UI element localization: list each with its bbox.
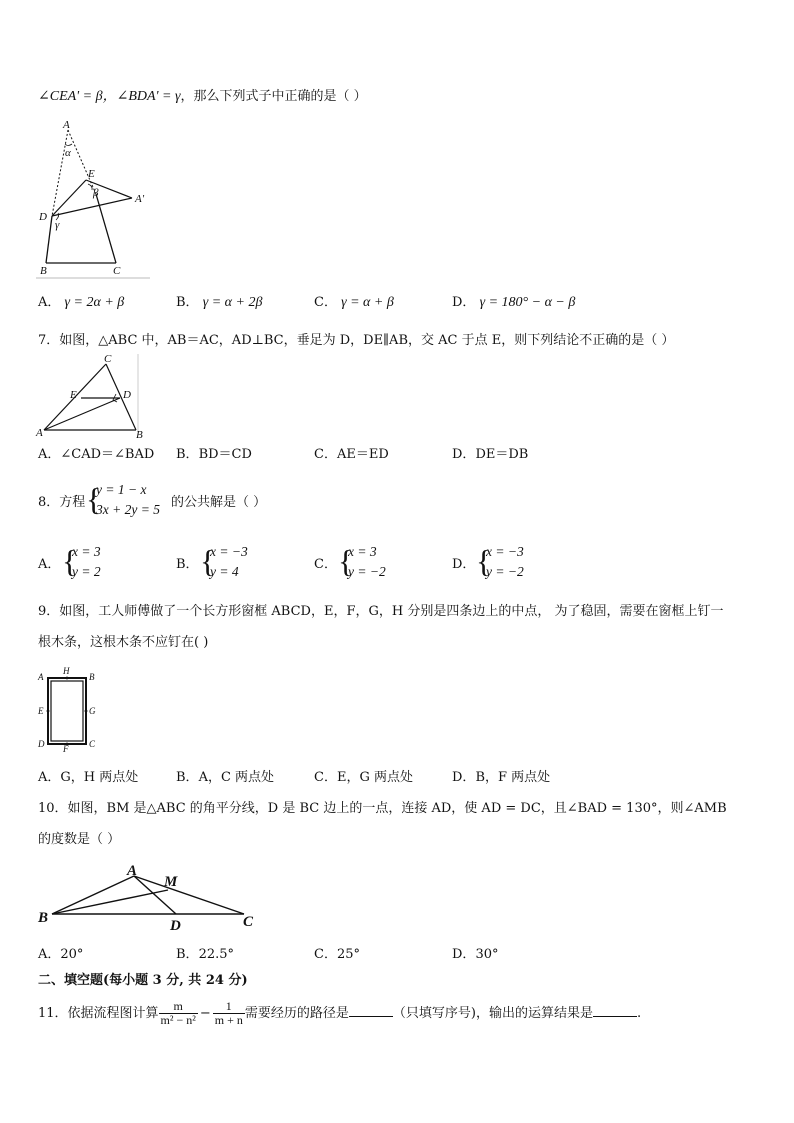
q10-option-c[interactable]	[314, 946, 360, 964]
q11-frac1-num: m	[173, 999, 183, 1013]
q7-option-d-label: D．	[452, 447, 476, 462]
q9-option-a[interactable]	[38, 769, 138, 787]
q6-stem-text: ，那么下列式子中正确的是（ ）	[180, 89, 367, 104]
q6-label-E: E	[88, 168, 95, 180]
q10-option-d[interactable]	[452, 946, 498, 964]
q6-label-B: B	[40, 265, 47, 277]
q9-option-d-expr: B，F 两点处	[475, 770, 551, 785]
q8-system-brace: {	[86, 481, 102, 517]
q9-option-c[interactable]	[314, 769, 413, 787]
q11-fraction-1	[159, 1000, 198, 1027]
q9-option-c-label: C．	[314, 770, 337, 785]
q7-label-B: B	[136, 429, 143, 441]
q8-option-b[interactable]	[200, 542, 260, 586]
section-title-fill-in: 二、填空题(每小题 3 分, 共 24 分)	[38, 973, 248, 988]
q6-label-C: C	[113, 265, 121, 277]
q9-option-d-label: D．	[452, 770, 476, 785]
q6-label-A: A	[63, 119, 70, 131]
q7-option-b-expr: BD＝CD	[198, 447, 252, 462]
q8-stem-suffix: 的公共解是（ ）	[171, 495, 267, 510]
q6-option-c-expr: γ = α + β	[341, 295, 394, 310]
q8-option-a-row1: x = 3	[72, 544, 101, 559]
q9-stem-line1: 9．如图，工人师傅做了一个长方形窗框 ABCD，E，F，G，H 分别是四条边上的中点， 为了稳固，需要在窗框上钉一	[38, 604, 724, 619]
q10-label-C: C	[243, 914, 254, 930]
q6-option-c[interactable]	[314, 294, 394, 312]
q10-option-c-label: C．	[314, 947, 337, 962]
q11-middle2: （只填写序号)，输出的运算结果是	[392, 1006, 593, 1021]
q6-option-c-label: C．	[314, 295, 337, 310]
q10-option-c-expr: 25°	[336, 947, 360, 962]
q9-option-d[interactable]	[452, 769, 550, 787]
q8-option-d-row2: y = −2	[486, 564, 524, 579]
q9-label-H: H	[63, 666, 70, 676]
q10-stem-line1: 10．如图，BM 是△ABC 的角平分线，D 是 BC 边上的一点，连接 AD，使 AD = DC，且∠BAD = 130°，则∠AMB	[38, 801, 727, 816]
q7-label-D: D	[123, 389, 131, 401]
q7-option-a-label: A．	[38, 447, 61, 462]
q8-option-c-label[interactable]: C．	[314, 557, 337, 572]
q9-label-F: F	[63, 744, 69, 754]
q6-stem-math: ∠CEA' = β，∠BDA' = γ	[38, 89, 181, 104]
q6-option-a[interactable]	[38, 294, 124, 312]
q8-option-a-label[interactable]: A．	[38, 557, 61, 572]
q10-label-D: D	[170, 918, 181, 934]
q6-stem-tail	[38, 88, 367, 106]
q11-frac2-num: 1	[225, 999, 232, 1013]
q10-option-d-label: D．	[452, 947, 476, 962]
q6-option-d-label: D．	[452, 295, 476, 310]
q10-option-b-expr: 22.5°	[198, 947, 235, 962]
q7-label-A: A	[36, 427, 43, 439]
q8-option-b-brace: {	[200, 543, 216, 579]
q7-option-b[interactable]	[176, 446, 252, 464]
q6-label-beta: β	[93, 187, 99, 199]
q7-option-c-label: C．	[314, 447, 337, 462]
q7-option-d-expr: DE＝DB	[475, 447, 529, 462]
q6-label-D: D	[39, 211, 47, 223]
q8-system-row2: 3x + 2y = 5	[96, 502, 160, 517]
q6-label-alpha: α	[65, 147, 71, 159]
q6-option-d[interactable]	[452, 294, 575, 312]
q11-prefix: 11．依据流程图计算	[38, 1006, 159, 1021]
q6-option-a-expr: γ = 2α + β	[64, 295, 125, 310]
q8-option-d-brace: {	[476, 543, 492, 579]
q7-option-a-expr: ∠CAD＝∠BAD	[60, 447, 155, 462]
q11-middle: 需要经历的路径是	[244, 1006, 349, 1021]
q8-option-c-row1: x = 3	[348, 544, 377, 559]
q9-option-c-expr: E，G 两点处	[336, 770, 413, 785]
q10-label-M: M	[164, 874, 178, 890]
q7-option-c-expr: AE＝ED	[336, 447, 389, 462]
q10-option-a[interactable]	[38, 946, 83, 964]
q8-option-d[interactable]	[476, 542, 540, 586]
q11-minus: −	[199, 1006, 211, 1021]
q8-option-a[interactable]	[62, 542, 122, 586]
q6-label-gamma: γ	[55, 219, 60, 231]
q8-stem-prefix: 8．方程	[38, 495, 86, 510]
q7-label-C: C	[104, 353, 112, 365]
q11-fraction-2	[213, 1000, 245, 1027]
q7-figure	[36, 353, 146, 441]
q6-option-b-expr: γ = α + 2β	[202, 295, 263, 310]
q10-label-B: B	[38, 910, 49, 926]
q9-label-D: D	[38, 739, 45, 749]
q8-option-a-brace: {	[62, 543, 78, 579]
q8-option-d-label[interactable]: D．	[452, 557, 476, 572]
q11-stem	[38, 994, 641, 1034]
q11-end: .	[636, 1006, 642, 1021]
q9-label-E: E	[38, 706, 44, 716]
q9-label-C: C	[89, 739, 96, 749]
q10-option-a-label: A．	[38, 947, 61, 962]
q8-option-b-row1: x = −3	[210, 544, 248, 559]
q8-system-row1: y = 1 − x	[96, 482, 147, 497]
q9-option-b-label: B．	[176, 770, 199, 785]
q8-system	[86, 480, 170, 524]
q8-option-c[interactable]	[338, 542, 398, 586]
q9-option-a-expr: G，H 两点处	[60, 770, 139, 785]
q10-label-A: A	[127, 863, 138, 879]
q7-option-a[interactable]	[38, 446, 154, 464]
q9-option-a-label: A．	[38, 770, 61, 785]
q8-option-d-row1: x = −3	[486, 544, 524, 559]
q10-stem-line2: 的度数是（ ）	[38, 832, 121, 847]
q9-label-G: G	[89, 706, 96, 716]
q9-figure	[36, 668, 100, 752]
q11-blank-path[interactable]	[349, 1004, 393, 1017]
q11-frac2-den: m + n	[214, 1013, 243, 1027]
q10-option-d-expr: 30°	[475, 947, 499, 962]
q7-option-d[interactable]	[452, 446, 528, 464]
q6-label-A-prime: A'	[135, 193, 145, 205]
q8-option-c-row2: y = −2	[348, 564, 386, 579]
q7-option-b-label: B．	[176, 447, 199, 462]
q9-option-b-expr: A，C 两点处	[198, 770, 275, 785]
q6-option-a-label: A．	[38, 295, 61, 310]
q8-option-b-label[interactable]: B．	[176, 557, 199, 572]
q6-figure	[36, 120, 156, 280]
q10-figure	[36, 860, 266, 936]
q11-frac1-den: m² − n²	[160, 1013, 196, 1027]
q7-label-E: E	[70, 389, 77, 401]
q6-option-b-label: B．	[176, 295, 199, 310]
q8-option-b-row2: y = 4	[210, 564, 239, 579]
q6-option-b[interactable]	[176, 294, 262, 312]
q11-blank-result[interactable]	[593, 1004, 637, 1017]
q10-option-a-expr: 20°	[60, 947, 84, 962]
q9-label-B: B	[89, 672, 95, 682]
q8-option-a-row2: y = 2	[72, 564, 101, 579]
q7-option-c[interactable]	[314, 446, 389, 464]
q6-option-d-expr: γ = 180° − α − β	[479, 295, 576, 310]
q9-stem-line2: 根木条，这根木条不应钉在( )	[38, 635, 209, 650]
q8-option-c-brace: {	[338, 543, 354, 579]
q7-stem: 7．如图，△ABC 中，AB＝AC，AD⊥BC，垂足为 D，DE∥AB，交 AC 于点 E，则下列结论不正确的是（ ）	[38, 333, 675, 348]
q10-option-b-label: B．	[176, 947, 199, 962]
q9-option-b[interactable]	[176, 769, 274, 787]
q10-option-b[interactable]	[176, 946, 234, 964]
q9-label-A: A	[38, 672, 44, 682]
